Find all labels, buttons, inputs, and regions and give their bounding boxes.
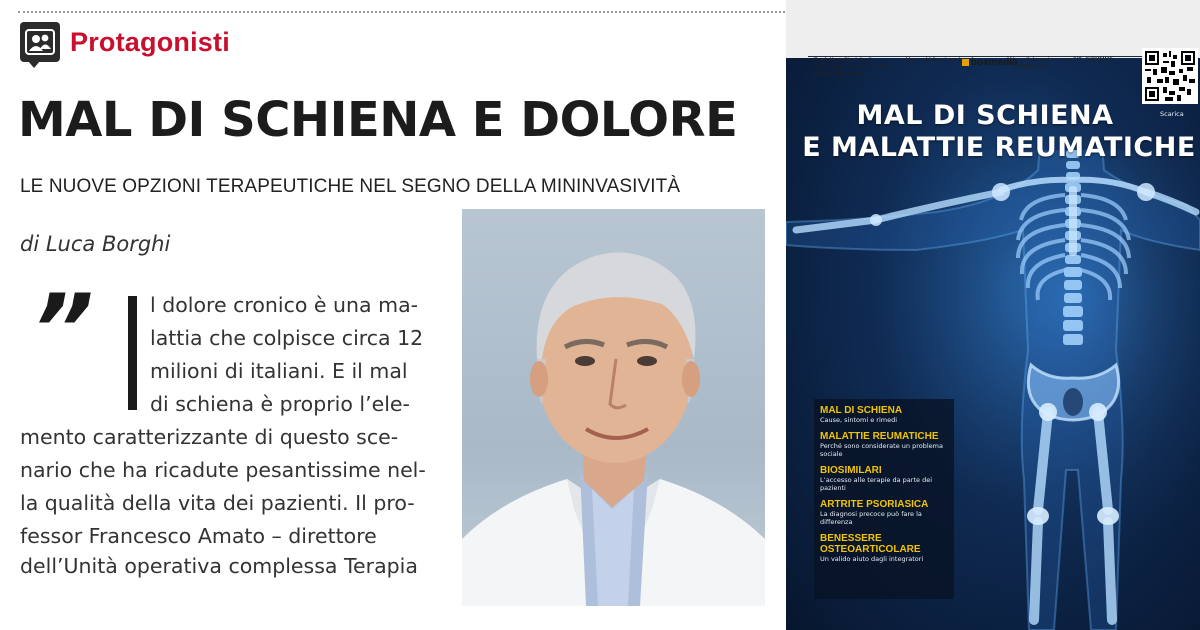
toc-description: La diagnosi precoce può fare la differenza (820, 510, 922, 526)
toc-item (820, 533, 948, 563)
cover-title-line1: MAL DI SCHIENA (856, 100, 1114, 131)
qr-code-icon[interactable] (1142, 48, 1198, 104)
drop-cap-i (128, 296, 137, 410)
body-line: l dolore cronico è una ma- (150, 293, 419, 317)
toc-heading: BENESSERE OSTEOARTICOLARE (820, 533, 921, 555)
toc-description: Un valido aiuto dagli integratori (820, 555, 924, 563)
body-line: lattia che colpisce circa 12 (150, 326, 424, 350)
byline: di Luca Borghi (20, 232, 171, 256)
cover-meta-left: Prodotto editoriale di informazione con inserimenti anche pubblicitari (814, 57, 895, 77)
quote-mark: ” (32, 274, 94, 386)
toc-item (820, 431, 948, 458)
body-line: la qualità della vita dei pazienti. Il pro- (20, 491, 415, 515)
toc-heading: ARTRITE PSORIASICA (820, 499, 929, 510)
subheadline: LE NUOVE OPZIONI TERAPEUTICHE NEL SEGNO DELLA MININVASIVITÀ (20, 176, 681, 197)
portrait-photo (462, 209, 765, 606)
body-line: di schiena è proprio l’ele- (150, 392, 410, 416)
toc-heading: MAL DI SCHIENA (820, 405, 903, 416)
qr-download-label: Scarica (1160, 110, 1184, 118)
toc-description: L’accesso alle terapie da parte dei pazienti (820, 476, 932, 492)
toc-item (820, 405, 948, 424)
toc-description: Cause, sintomi e rimedi (820, 416, 898, 424)
headline: MAL DI SCHIENA E DOLORE (18, 92, 738, 148)
body-line: nario che ha ricadute pesantissime nel- (20, 458, 426, 482)
body-line: mento caratterizzante di questo sce- (20, 425, 399, 449)
body-line: dell’Unità operativa complessa Terapia (20, 554, 418, 578)
toc-description: Perché sono considerate un problema sociale (820, 442, 943, 458)
toc-heading: BIOSIMILARI (820, 465, 882, 476)
cover-top-band (786, 0, 1200, 58)
section-header (20, 22, 230, 62)
people-icon (20, 22, 60, 62)
body-line: fessor Francesco Amato – direttore (20, 524, 377, 548)
cover-meta-right: In collaborazione con SIR, SIOMMMS, ANMAR Onlus (1013, 57, 1115, 70)
publisher-logo: boxmedia (962, 57, 1018, 68)
toc-heading: MALATTIE REUMATICHE (820, 431, 939, 442)
top-dotted-rule (18, 11, 785, 13)
section-label: Protagonisti (70, 26, 230, 57)
magazine-cover (786, 0, 1200, 630)
toc-item (820, 465, 948, 492)
cover-contents-box (814, 399, 954, 599)
cover-title-line2: E MALATTIE REUMATICHE (802, 132, 1196, 163)
body-line: milioni di italiani. E il mal (150, 359, 408, 383)
toc-item (820, 499, 948, 526)
cover-meta-publication: Una pubblicazione by (906, 57, 966, 63)
